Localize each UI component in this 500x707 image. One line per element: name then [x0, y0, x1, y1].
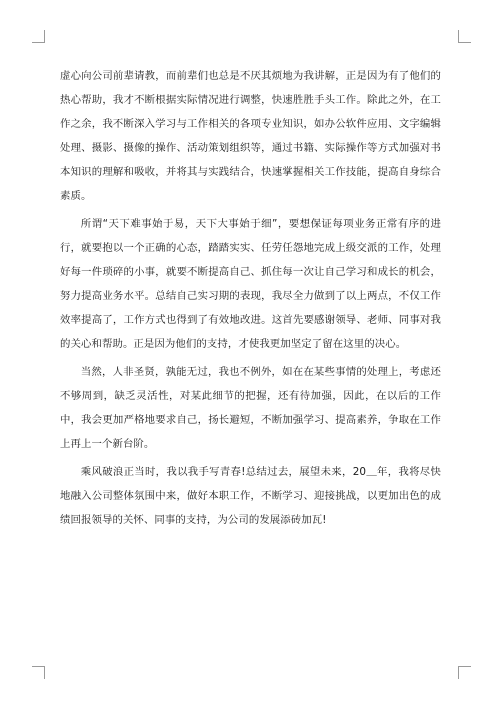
crop-mark-bottom-right — [458, 666, 471, 679]
crop-mark-bottom-left — [32, 666, 45, 679]
document-body — [60, 64, 441, 536]
paragraph-3: 当然，人非圣贤，孰能无过，我也不例外，如在在某些事情的处理上，考虑还不够周到，缺乏灵活性，对某此细节的把握，还有待加强，因此，在以后的工作中，我会更加严格地要求自己，扬长避短，不断加强学习、提高素养，争取在工作上再上一个新台阶。 — [60, 366, 441, 450]
paragraph-2: 所谓“天下难事始于易，天下大事始于细”，要想保证每项业务正常有序的进行，就要抱以一个正确的心态，踏踏实实、任劳任怨地完成上级交派的工作，处理好每一件琐碎的小事，就要不断提高自己、抓住每一次让自己学习和成长的机会，努力提高业务水平。总结自己实习期的表现，我尽全力做到了以上两点，不仅工作效率提高了，工作方式也得到了有效地改进。这首先要感谢领导、老师、同事对我的关心和帮助。正是因为他们的支持，才使我更加坚定了留在这里的决心。 — [60, 218, 441, 350]
paragraph-1: 虚心向公司前辈请教，而前辈们也总是不厌其烦地为我讲解，正是因为有了他们的热心帮助，我才不断根据实际情况进行调整，快速胜胜手头工作。除此之外，在工作之余，我不断深入学习与工作相关的各项专业知识，如办公软件应用、文字编辑处理、摄影、摄像的操作、活动策划组织等，通过书籍、实际操作等方式加强对书本知识的理解和吸收，并将其与实践结合，快速掌握相关工作技能，提高自身综合素质。 — [60, 70, 441, 202]
crop-mark-top-left — [32, 30, 45, 43]
crop-mark-top-right — [458, 30, 471, 43]
paragraph-4: 乘风破浪正当时，我以我手写青春!总结过去，展望未来，20＿年，我将尽快地融入公司整体氛围中来，做好本职工作，不断学习、迎接挑战，以更加出色的成绩回报领导的关怀、同事的支持，为公司的发展添砖加瓦! — [60, 466, 441, 526]
